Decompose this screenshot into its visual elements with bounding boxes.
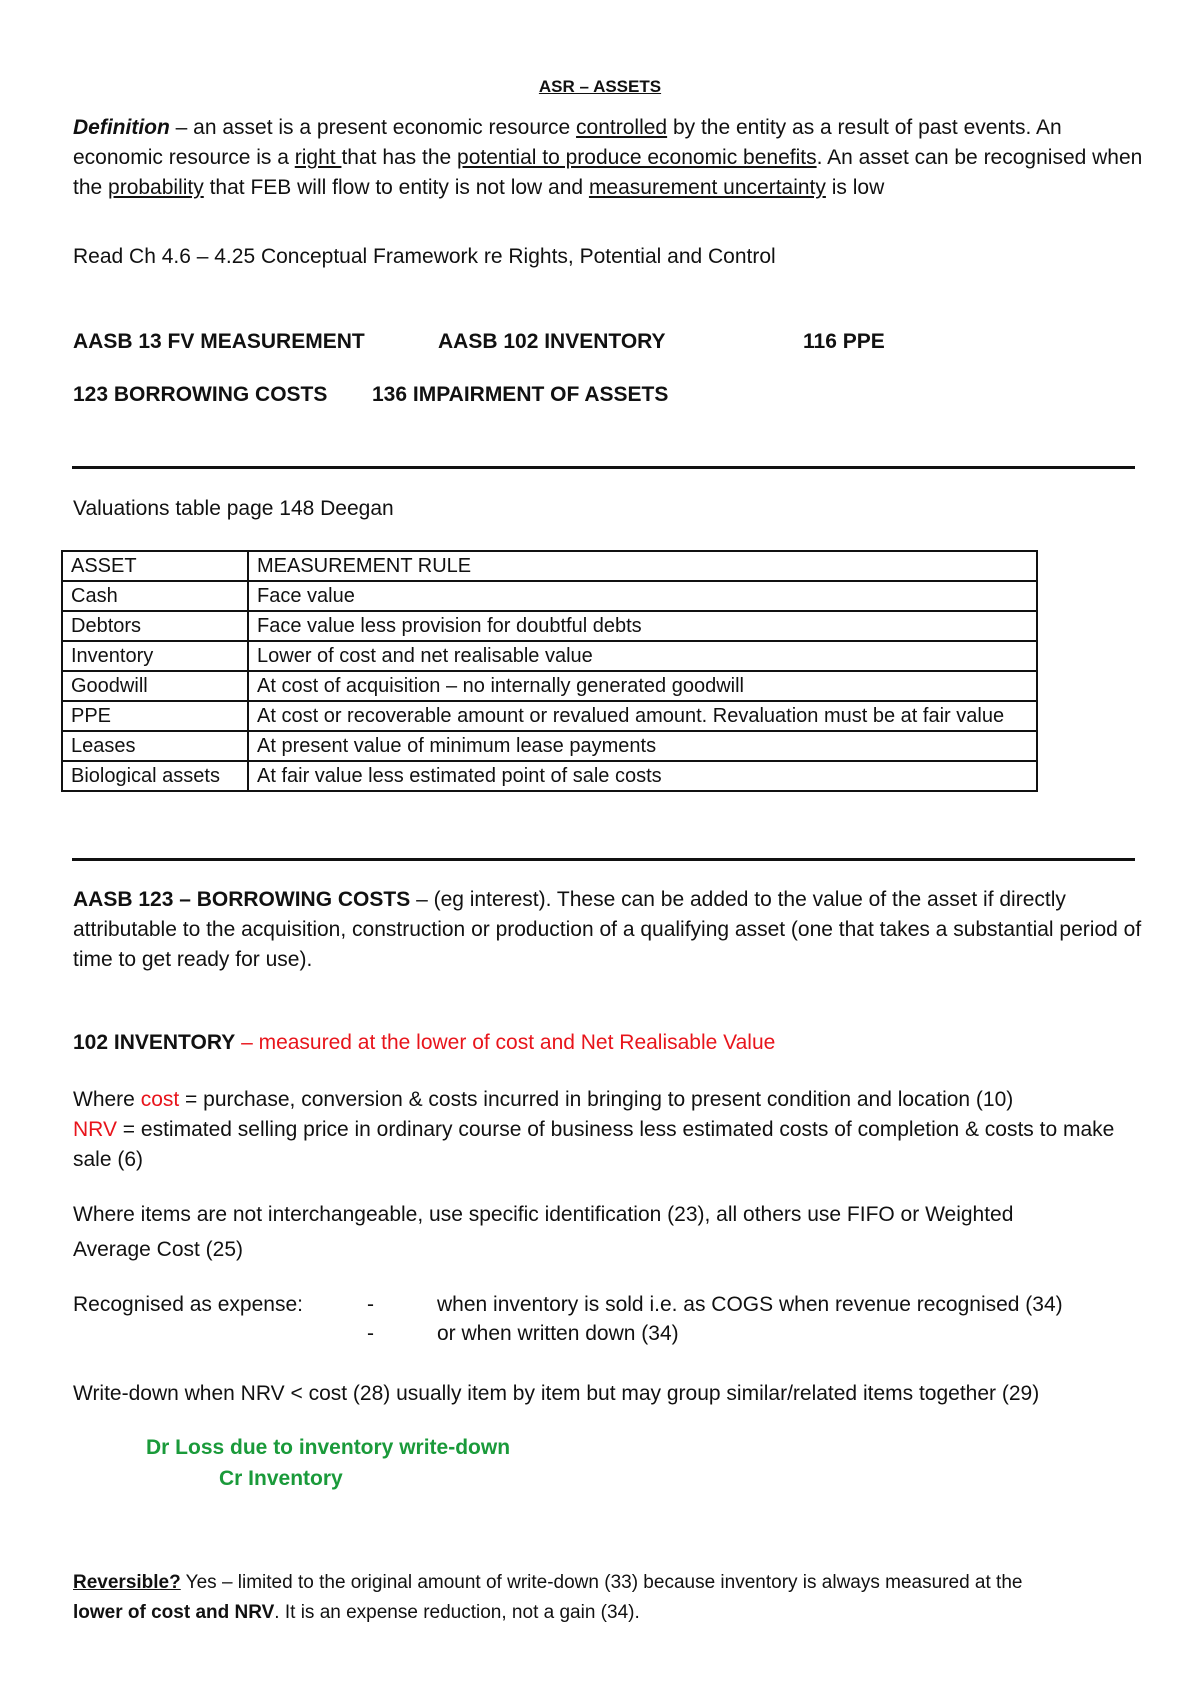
table-cell-rule: At cost of acquisition – no internally generated goodwill [248,671,1037,701]
interchangeable-line-2: Average Cost (25) [73,1238,244,1261]
table-cell-asset: Debtors [62,611,248,641]
definition-text-5: that FEB will flow to entity is not low and [203,176,589,199]
expense-item-1: when inventory is sold i.e. as COGS when revenue recognised (34) [437,1293,1063,1316]
interchangeable-line-1: Where items are not interchangeable, use specific identification (23), all others use FIFO or Weighted [73,1203,1014,1226]
reversible-bold: lower of cost and NRV [73,1602,275,1623]
reversible-text: Yes – limited to the original amount of write-down (33) because inventory is always measured at the [180,1572,1023,1593]
standard-aasb102: AASB 102 INVENTORY [438,330,666,353]
borrowing-costs-text: – (eg interest). These can be added to the value of the asset if directly attributable to the acquisition, construction or production of a qualifying asset (one that takes a substantial period of time to get ready for use). [73,888,1142,971]
definition-text-2: by the entity as a result of past events. An economic resource is a [73,116,1062,169]
table-cell-rule: At fair value less estimated point of sale costs [248,761,1037,791]
definition-paragraph [73,113,1153,203]
standard-aasb13: AASB 13 FV MEASUREMENT [73,330,365,353]
borrowing-costs-paragraph [73,885,1153,975]
standard-136: 136 IMPAIRMENT OF ASSETS [372,383,669,406]
divider-1 [72,466,1135,469]
inventory-heading: 102 INVENTORY [73,1031,236,1054]
reversible-line-2 [73,1602,640,1624]
where-text: Where [73,1088,141,1111]
definition-text-1: – an asset is a present economic resource [169,116,577,139]
table-cell-rule: At cost or recoverable amount or revalued amount. Revaluation must be at fair value [248,701,1037,731]
table-row [62,761,1037,791]
inventory-heading-red: – measured at the lower of cost and Net Realisable Value [235,1031,776,1054]
table-row [62,641,1037,671]
table-row [62,581,1037,611]
nrv-term: NRV [73,1118,117,1141]
borrowing-costs-heading: AASB 123 – BORROWING COSTS [73,888,411,911]
table-row [62,611,1037,641]
definition-term-right: right [294,146,342,169]
definition-label: Definition [73,116,170,139]
expense-dash-1: - [367,1293,374,1316]
valuations-caption: Valuations table page 148 Deegan [73,497,394,520]
inventory-heading-line [73,1031,775,1055]
cost-definition-text: = purchase, conversion & costs incurred in bringing to present condition and location (10) [179,1088,1014,1111]
table-header-asset: ASSET [62,551,248,581]
table-cell-asset: Goodwill [62,671,248,701]
table-cell-rule: Face value [248,581,1037,611]
definition-text-4: . An asset can be recognised when the [73,146,1143,199]
expense-dash-2: - [367,1322,374,1345]
definition-text-6: is low [825,176,885,199]
reversible-end: . It is an expense reduction, not a gain (34). [274,1602,640,1623]
table-row [62,701,1037,731]
definition-term-controlled: controlled [576,116,668,139]
definition-term-measurement-uncertainty: measurement uncertainty [588,176,826,199]
cost-definition [73,1085,1153,1175]
table-header-rule: MEASUREMENT RULE [248,551,1037,581]
read-note: Read Ch 4.6 – 4.25 Conceptual Framework re Rights, Potential and Control [73,245,776,268]
table-row [62,671,1037,701]
expense-label: Recognised as expense: [73,1293,303,1316]
table-cell-asset: Biological assets [62,761,248,791]
definition-term-potential: potential to produce economic benefits [457,146,817,169]
expense-item-2: or when written down (34) [437,1322,679,1345]
table-cell-asset: Leases [62,731,248,761]
table-cell-asset: Cash [62,581,248,611]
writedown-text: Write-down when NRV < cost (28) usually item by item but may group similar/related items together (29) [73,1382,1040,1405]
standard-116: 116 PPE [803,330,885,353]
table-row [62,731,1037,761]
table-cell-rule: At present value of minimum lease payments [248,731,1037,761]
cost-term: cost [140,1088,180,1111]
table-cell-rule: Lower of cost and net realisable value [248,641,1037,671]
table-cell-rule: Face value less provision for doubtful debts [248,611,1037,641]
reversible-label: Reversible? [73,1572,181,1593]
definition-text-3: that has the [341,146,458,169]
table-header-row [62,551,1037,581]
standard-123: 123 BORROWING COSTS [73,383,328,406]
reversible-line-1 [73,1572,1022,1594]
table-cell-asset: PPE [62,701,248,731]
divider-2 [72,858,1135,861]
definition-term-probability: probability [108,176,204,199]
journal-debit: Dr Loss due to inventory write-down [146,1436,511,1459]
journal-credit: Cr Inventory [219,1467,343,1490]
nrv-definition-text: = estimated selling price in ordinary course of business less estimated costs of completion & costs to make sale (6) [73,1118,1115,1171]
page-title: ASR – ASSETS [538,77,662,96]
table-cell-asset: Inventory [62,641,248,671]
valuations-table [61,550,1038,792]
